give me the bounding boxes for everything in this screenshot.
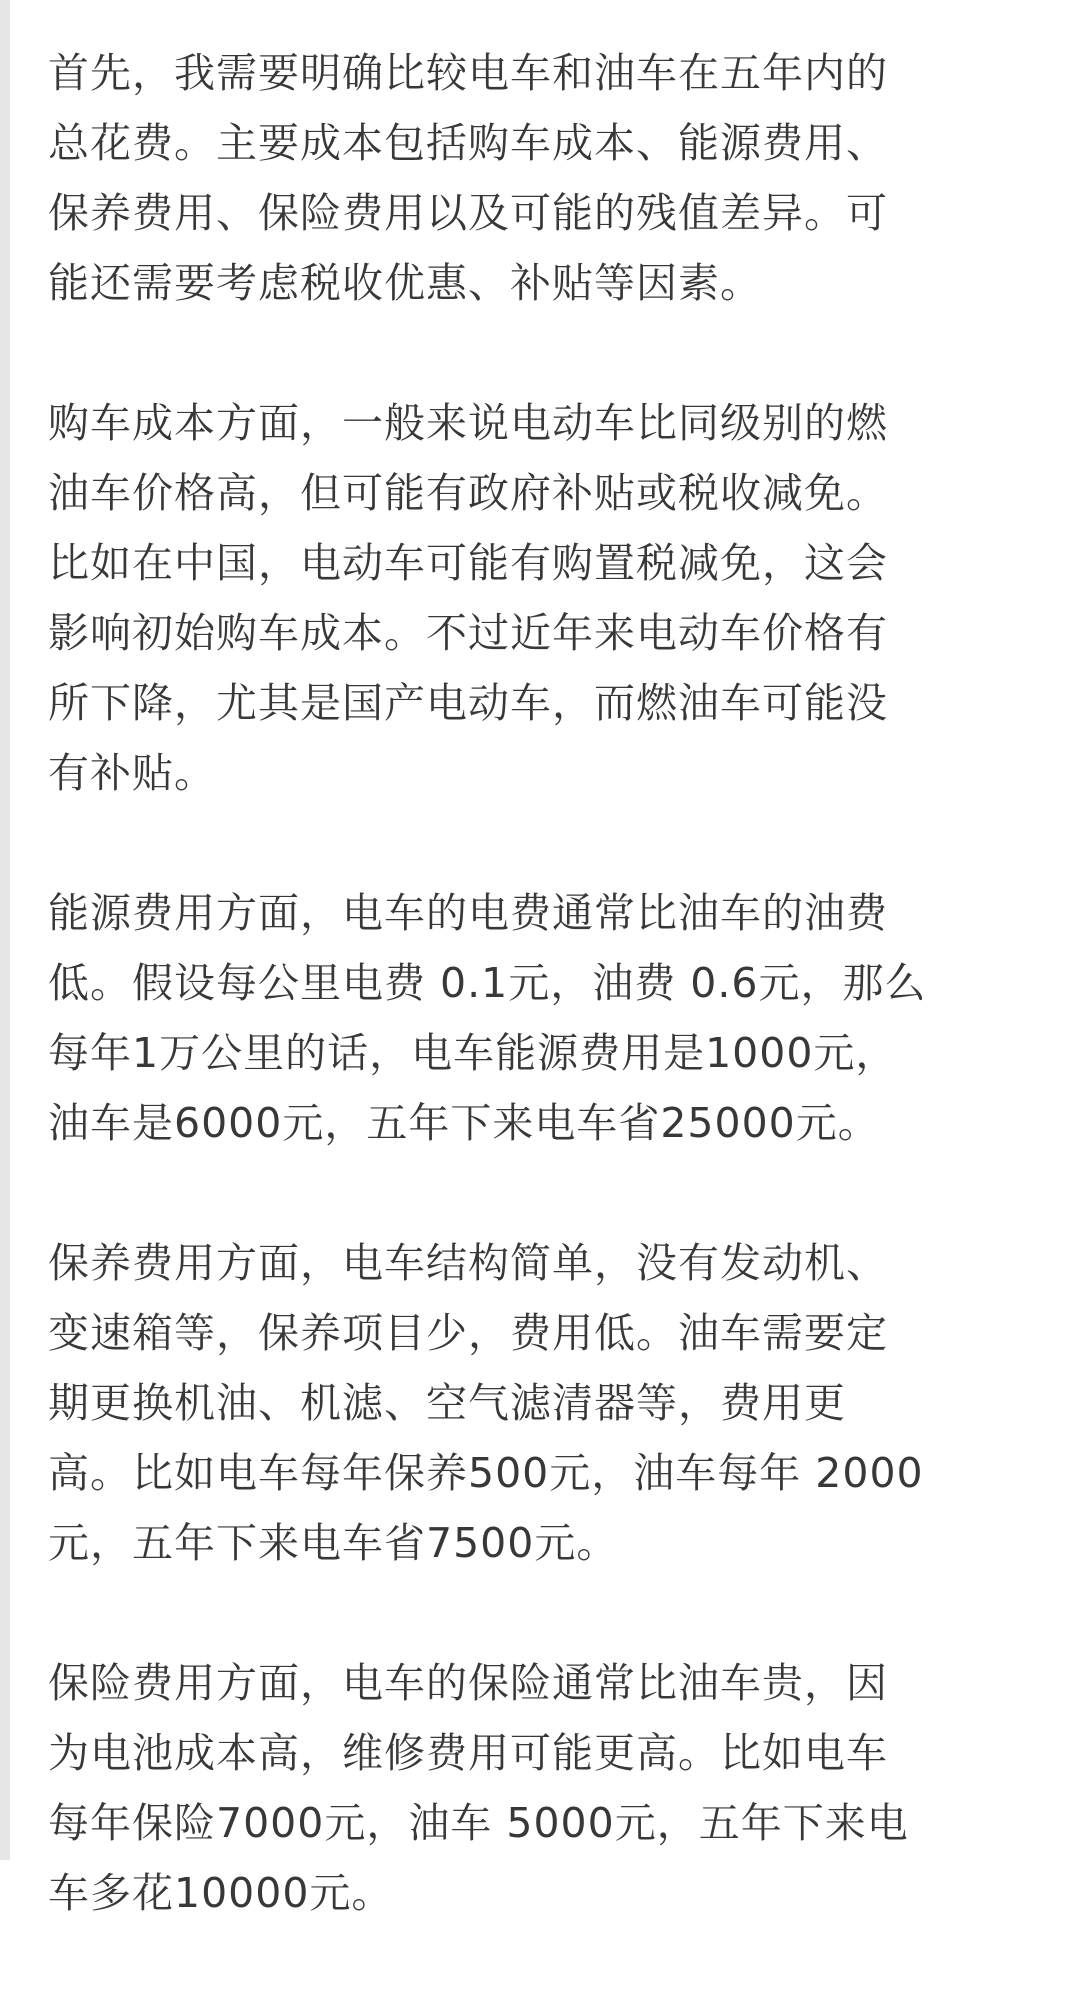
text-line: 高。比如电车每年保养500元，油车每年 2000 — [48, 1449, 924, 1497]
text-line: 元，五年下来电车省7500元。 — [48, 1519, 619, 1567]
paragraph-purchase-cost — [48, 388, 1048, 808]
text-line: 保险费用方面，电车的保险通常比油车贵，因 — [48, 1659, 888, 1707]
text-line: 车多花10000元。 — [48, 1869, 394, 1917]
paragraph-energy-cost — [48, 878, 1048, 1158]
text-line: 保养费用方面，电车结构简单，没有发动机、 — [48, 1239, 888, 1287]
text-line: 所下降，尤其是国产电动车，而燃油车可能没 — [48, 679, 888, 727]
text-line: 能源费用方面，电车的电费通常比油车的油费 — [48, 889, 888, 937]
text-line: 购车成本方面，一般来说电动车比同级别的燃 — [48, 399, 888, 447]
text-line: 能还需要考虑税收优惠、补贴等因素。 — [48, 259, 762, 307]
text-line: 每年保险7000元，油车 5000元，五年下来电 — [48, 1799, 909, 1847]
text-line: 有补贴。 — [48, 749, 216, 797]
text-line: 变速箱等，保养项目少，费用低。油车需要定 — [48, 1309, 888, 1357]
paragraph-total-cost-intro — [48, 38, 1048, 318]
paragraph-insurance-cost — [48, 1648, 1048, 1928]
text-line: 油车是6000元，五年下来电车省25000元。 — [48, 1099, 880, 1147]
text-line: 为电池成本高，维修费用可能更高。比如电车 — [48, 1729, 888, 1777]
text-line: 比如在中国，电动车可能有购置税减免，这会 — [48, 539, 888, 587]
text-line: 影响初始购车成本。不过近年来电动车价格有 — [48, 609, 888, 657]
text-line: 油车价格高，但可能有政府补贴或税收减免。 — [48, 469, 888, 517]
text-line: 总花费。主要成本包括购车成本、能源费用、 — [48, 119, 888, 167]
text-line: 首先，我需要明确比较电车和油车在五年内的 — [48, 49, 888, 97]
left-border-rule — [0, 0, 10, 1860]
paragraph-maintenance-cost — [48, 1228, 1048, 1578]
article-body — [48, 38, 1048, 1998]
text-line: 每年1万公里的话，电车能源费用是1000元， — [48, 1029, 898, 1077]
text-line: 保养费用、保险费用以及可能的残值差异。可 — [48, 189, 888, 237]
text-line: 期更换机油、机滤、空气滤清器等，费用更 — [48, 1379, 846, 1427]
text-line: 低。假设每公里电费 0.1元，油费 0.6元，那么 — [48, 959, 927, 1007]
